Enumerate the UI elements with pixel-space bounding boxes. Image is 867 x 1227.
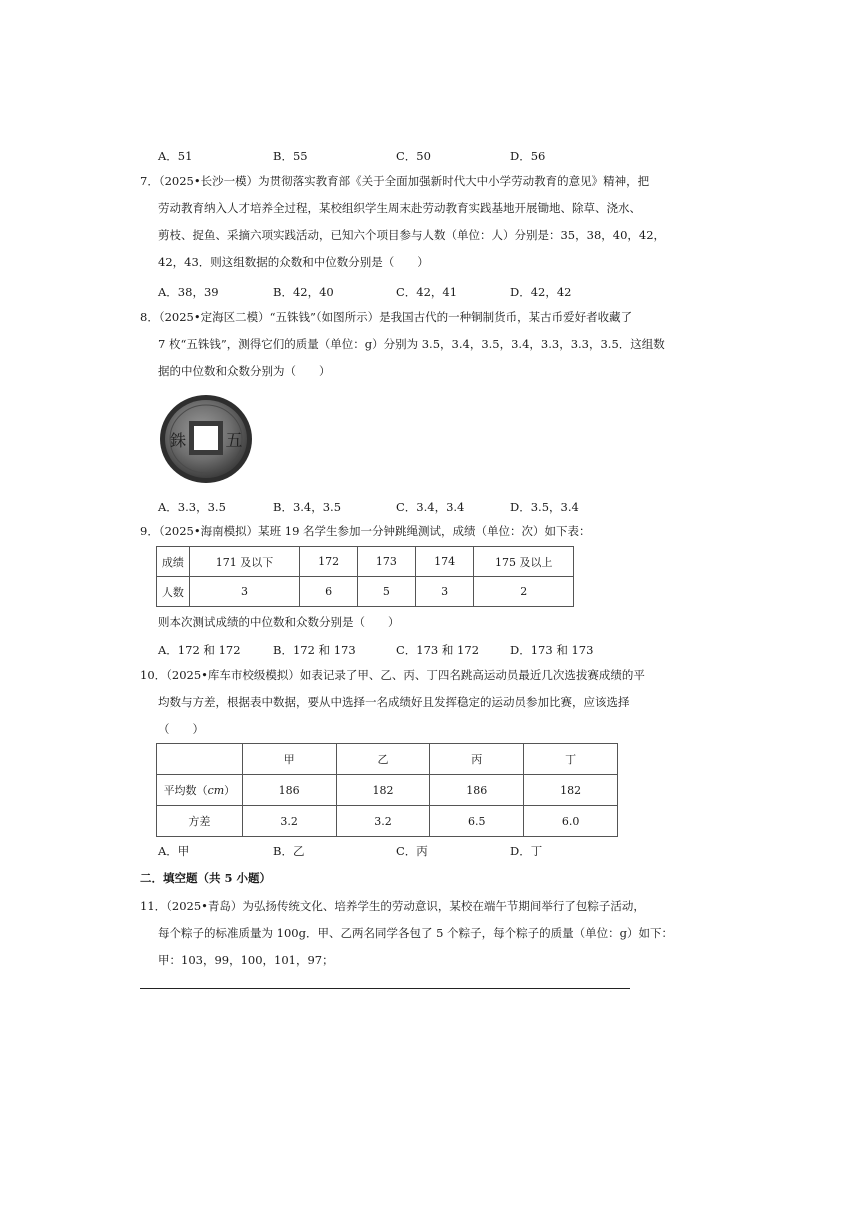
table-cell: 3 (189, 577, 299, 607)
q10-option-b: B．乙 (273, 844, 305, 858)
table-cell: 5 (357, 577, 415, 607)
question-11-line: 每个粽子的标准质量为 100g．甲、乙两名同学各包了 5 个粽子，每个粽子的质量（单位：g）如下： (158, 926, 673, 940)
mean-label: 平均数（ (163, 784, 208, 797)
table-cell: 丁 (524, 744, 618, 775)
q6-option-c: C．50 (396, 149, 431, 163)
q9-option-a: A．172 和 172 (158, 643, 241, 657)
q9-option-b: B．172 和 173 (273, 643, 356, 657)
question-9-prompt: 则本次测试成绩的中位数和众数分别是（ ） (158, 615, 400, 629)
q7-option-d: D．42，42 (510, 285, 572, 299)
mean-label-cell (157, 775, 243, 806)
mean-unit: cm (207, 784, 225, 797)
q9-option-c: C．173 和 172 (396, 643, 480, 657)
table-cell: 成绩 (157, 547, 190, 577)
q8-option-d: D．3.5，3.4 (510, 500, 579, 514)
section-title: 二．填空题（共 5 小题） (140, 871, 272, 885)
q10-option-c: C．丙 (396, 844, 428, 858)
table-cell: 3 (415, 577, 474, 607)
question-8-line: 8．（2025•定海区二模）“五铢钱”（如图所示）是我国古代的一种铜制货币，某古币爱好者收藏了 (140, 310, 633, 324)
table-cell: 乙 (336, 744, 430, 775)
q8-option-a: A．3.3，3.5 (158, 500, 226, 514)
table-cell: 3.2 (336, 806, 430, 837)
table-cell: 172 (300, 547, 358, 577)
question-9: 9．（2025•海南模拟）某班 19 名学生参加一分钟跳绳测试，成绩（单位：次）如下表： (140, 524, 591, 538)
mean-label-close: ） (224, 784, 236, 797)
table-cell: 175 及以上 (474, 547, 574, 577)
question-8 (140, 304, 665, 385)
table-cell: 3.2 (242, 806, 336, 837)
table-cell: 171 及以下 (189, 547, 299, 577)
q8-option-c: C．3.4，3.4 (396, 500, 465, 514)
table-cell: 6 (300, 577, 358, 607)
table-cell: 2 (474, 577, 574, 607)
question-7-line: 劳动教育纳入人才培养全过程，某校组织学生周末赴劳动教育实践基地开展锄地、除草、浇水、 (158, 201, 641, 215)
table-cell: 186 (242, 775, 336, 806)
athlete-stats-table (156, 743, 618, 837)
question-7-line: 剪枝、捉鱼、采摘六项实践活动，已知六个项目参与人数（单位：人）分别是：35，38，40，42， (158, 228, 666, 242)
question-11 (140, 893, 673, 974)
table-cell: 6.0 (524, 806, 618, 837)
question-11-line: 甲：103，99，100，101，97； (158, 953, 334, 967)
table-cell: 173 (357, 547, 415, 577)
table-cell: 人数 (157, 577, 190, 607)
question-10-line: （ ） (158, 722, 204, 736)
question-8-line: 7 枚“五铢钱”，测得它们的质量（单位：g）分别为 3.5，3.4，3.5，3.4，3.3，3.3，3.5．这组数 (158, 337, 665, 351)
table-cell: 丙 (430, 744, 524, 775)
coin-left-glyph: 銖 (169, 431, 187, 450)
question-8-line: 据的中位数和众数分别为（ ） (158, 364, 331, 378)
table-cell: 方差 (157, 806, 243, 837)
question-10-line: 均数与方差，根据表中数据，要从中选择一名成绩好且发挥稳定的运动员参加比赛，应该选择 (158, 695, 630, 709)
q8-option-b: B．3.4，3.5 (273, 500, 342, 514)
q7-option-b: B．42，40 (273, 285, 334, 299)
page-divider (140, 988, 630, 989)
table-cell: 182 (336, 775, 430, 806)
q6-option-b: B．55 (273, 149, 308, 163)
q10-option-d: D．丁 (510, 844, 543, 858)
question-10 (140, 662, 660, 743)
q7-option-a: A．38，39 (158, 285, 219, 299)
table-cell (157, 744, 243, 775)
question-7-line: 42，43．则这组数据的众数和中位数分别是（ ） (158, 255, 429, 269)
wuzhu-coin-image (158, 393, 254, 485)
table-cell: 182 (524, 775, 618, 806)
question-7-line: 7．（2025•长沙一模）为贯彻落实教育部《关于全面加强新时代大中小学劳动教育的意见》精神，把 (140, 174, 650, 188)
table-cell: 甲 (242, 744, 336, 775)
table-cell: 174 (415, 547, 474, 577)
question-7 (140, 168, 666, 276)
coin-right-glyph: 五 (225, 431, 243, 451)
question-10-line: 10．（2025•库车市校级模拟）如表记录了甲、乙、丙、丁四名跳高运动员最近几次选拔赛成绩的平 (140, 668, 645, 682)
q10-option-a: A．甲 (158, 844, 190, 858)
q9-option-d: D．173 和 173 (510, 643, 594, 657)
table-cell: 186 (430, 775, 524, 806)
question-11-line: 11．（2025•青岛）为弘扬传统文化、培养学生的劳动意识，某校在端午节期间举行了包粽子活动， (140, 899, 645, 913)
q7-option-c: C．42，41 (396, 285, 458, 299)
jump-rope-table (156, 546, 574, 607)
q6-option-a: A．51 (158, 149, 193, 163)
q6-option-d: D．56 (510, 149, 546, 163)
table-cell: 6.5 (430, 806, 524, 837)
